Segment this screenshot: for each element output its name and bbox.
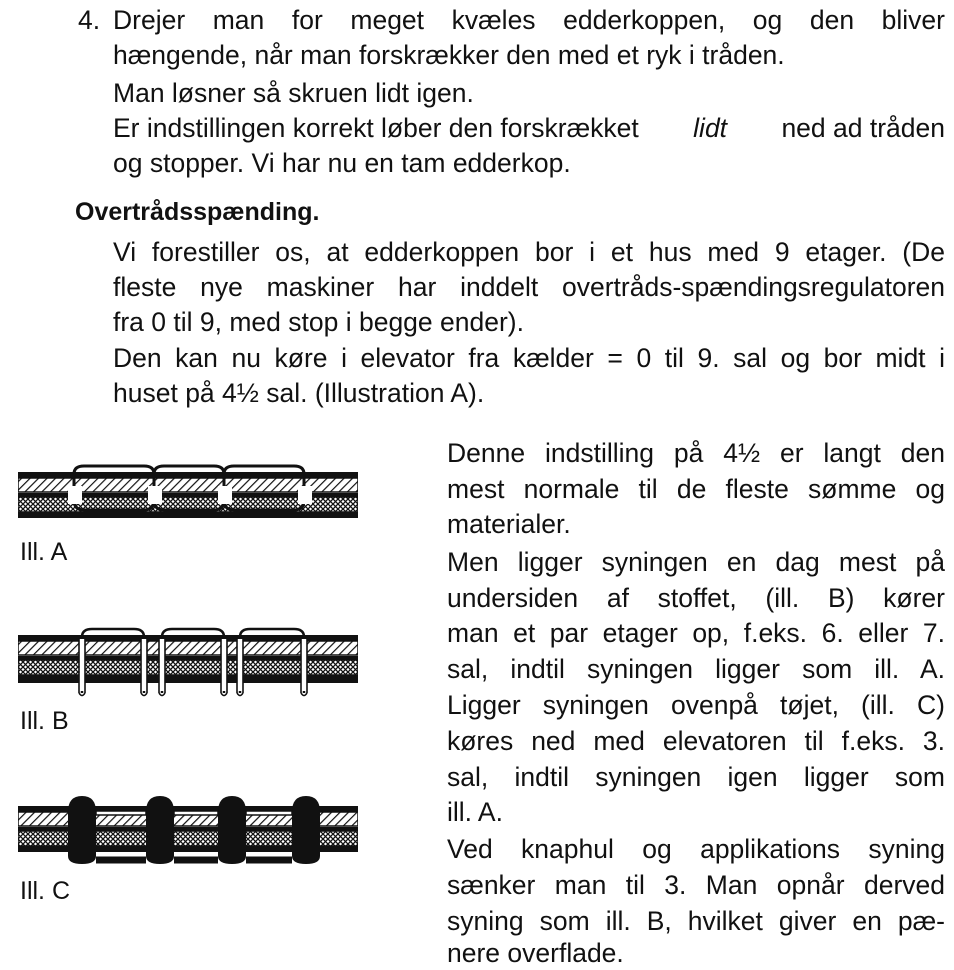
caption-ill-b: Ill. B: [20, 707, 69, 735]
illustration-b-stitch: [18, 627, 358, 699]
section-line-5: huset på 4½ sal. (Illustration A).: [113, 378, 485, 408]
right-line-6: man et par etager op, f.eks. 6. eller 7.: [447, 618, 945, 648]
right-line-1: Denne indstilling på 4½ er langt den: [447, 438, 945, 468]
item-number: 4.: [78, 5, 101, 35]
item4-line-1: Drejer man for meget kvæles edderkoppen, og den bliver: [113, 5, 945, 35]
illustration-a-stitch: [18, 464, 358, 526]
item4-line-4-end: ned ad tråden: [781, 113, 945, 143]
right-line-2: mest normale til de fleste sømme og: [447, 474, 945, 504]
section-line-1: Vi forestiller os, at edderkoppen bor i et hus med 9 etager. (De: [113, 237, 945, 267]
item4-line-3: Man løsner så skruen lidt igen.: [113, 78, 474, 108]
right-line-11: ill. A.: [447, 797, 503, 827]
right-line-15: nere overflade.: [447, 938, 624, 968]
right-line-3: materialer.: [447, 509, 571, 539]
section-line-4: Den kan nu køre i elevator fra kælder = 0 til 9. sal og bor midt i: [113, 343, 945, 373]
right-line-13: sænker man til 3. Man opnår derved: [447, 870, 945, 900]
right-line-9: køres ned med elevatoren til f.eks. 3.: [447, 726, 945, 756]
right-line-14: syning som ill. B, hvilket giver en pæ-: [447, 906, 945, 936]
right-line-12: Ved knaphul og applikations syning: [447, 834, 945, 864]
right-line-8: Ligger syningen ovenpå tøjet, (ill. C): [447, 690, 945, 720]
item4-line-2: hængende, når man forskrækker den med et ryk i tråden.: [113, 40, 785, 70]
right-line-4: Men ligger syningen en dag mest på: [447, 547, 945, 577]
right-line-10: sal, indtil syningen igen ligger som: [447, 762, 945, 792]
item4-line-4-start: Er indstillingen korrekt løber den forskrækket: [113, 113, 639, 143]
item4-line-5: og stopper. Vi har nu en tam edderkop.: [113, 148, 571, 178]
item4-line-4: [113, 112, 945, 144]
section-line-3: fra 0 til 9, med stop i begge ender).: [113, 307, 524, 337]
illustration-c-stitch: [18, 794, 358, 866]
caption-ill-a: Ill. A: [20, 538, 68, 566]
right-line-5: undersiden af stoffet, (ill. B) kører: [447, 583, 945, 613]
section-line-2: fleste nye maskiner har inddelt overtråds-spændingsregulatoren: [113, 272, 945, 302]
section-heading: Overtrådsspænding.: [75, 198, 320, 226]
item4-line-4-emphasis: lidt: [693, 113, 728, 143]
caption-ill-c: Ill. C: [20, 877, 70, 905]
right-line-7: sal, indtil syningen ligger som ill. A.: [447, 654, 945, 684]
